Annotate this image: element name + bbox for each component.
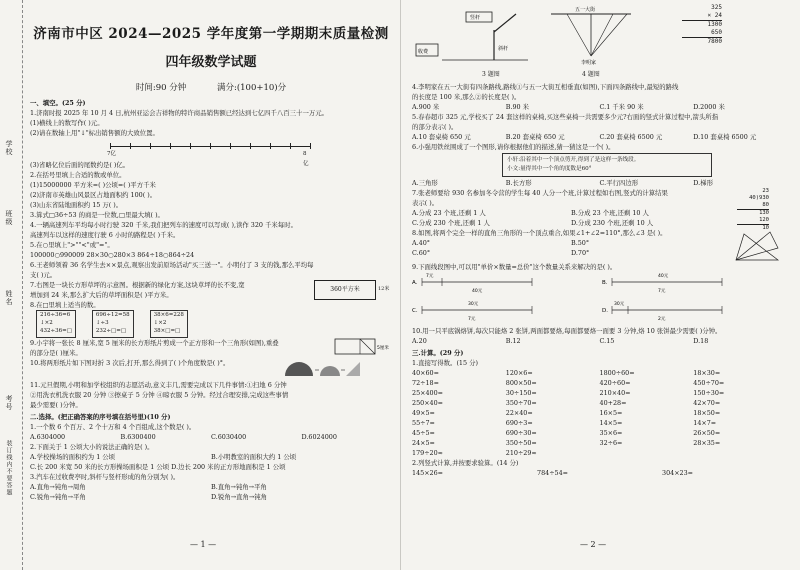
- c1-options: [30, 432, 392, 442]
- calc-item[interactable]: 690÷30=: [505, 429, 537, 437]
- seg-b-total: 40元: [658, 274, 669, 279]
- p2-q4-options: [412, 102, 787, 112]
- frame-2-mid: ↓÷3: [95, 320, 109, 326]
- q1: 1.济南时报 2025 年 10 月 4 日,杭州亚运会吉祥物的特许商品销售额已经达到七亿四千八百三十一万元。: [30, 109, 329, 117]
- calc-item[interactable]: 179÷20≈: [412, 449, 444, 457]
- calc-item[interactable]: 22×40=: [505, 409, 533, 417]
- seg-b-label: B.: [602, 280, 608, 286]
- number-line-left: 7亿: [107, 151, 116, 157]
- gutter-label-name: 姓名: [5, 290, 13, 306]
- calc-item[interactable]: 14×7=: [693, 419, 717, 427]
- c3-b[interactable]: B.直角→钝角→平角: [211, 483, 267, 491]
- vm-3: 1300: [707, 21, 722, 28]
- calc-row: [412, 388, 787, 398]
- calc-item[interactable]: [600, 448, 694, 458]
- calc-item[interactable]: 55÷7=: [412, 419, 435, 427]
- oral-calc-grid: [412, 368, 787, 458]
- p2-q8-options-ab: [412, 238, 730, 248]
- gate-label-booth: 收费: [418, 49, 429, 55]
- exam-time: 时间:90 分钟: [135, 83, 187, 93]
- dialog-line-2: 小文:量得其中一个角的度数是60°: [507, 166, 592, 172]
- p2-q5-b-opt[interactable]: B.20 套桌椅 650 元: [505, 133, 565, 141]
- frame-2: [92, 310, 134, 338]
- p2-q8-d[interactable]: D.70°: [571, 249, 590, 257]
- q7: 7.右图是一块长方形草坪的示意图。根据新的绿化方案,这块草坪的长不变,宽: [30, 281, 245, 289]
- vm-4: 650: [682, 29, 722, 38]
- section-fill: 一、填空。(25 分): [30, 99, 86, 107]
- exam-subtitle: 四年级数学试题: [165, 55, 257, 70]
- p2-q10-a[interactable]: A.20: [412, 337, 427, 345]
- segment-diagrams: [412, 272, 772, 326]
- q11-c: 最少需要( )分钟。: [30, 401, 82, 409]
- q5: 5.在○里填上">""<"或"="。: [30, 241, 114, 249]
- section-choice: 二.选择。(把正确答案的序号填在括号里)(10 分): [30, 413, 171, 421]
- exam-title: 济南市中区 2024—2025 学年度第一学期期末质量检测: [33, 26, 389, 42]
- seg-a-label: A.: [412, 280, 418, 286]
- ld-5: 120: [737, 217, 769, 225]
- p2-q5-options: [412, 132, 787, 142]
- vm-5: 7800: [707, 38, 722, 45]
- frame-2-bottom: 232÷□=□: [95, 328, 127, 334]
- q4-b: 高速列车以这样的速度行驶 6 小时的路程是( )千米。: [30, 231, 180, 239]
- calc-row: [412, 408, 787, 418]
- dialog-line-1: 小轩:沿着其中一个顶点剪开,得到了是这样一条线段。: [507, 157, 640, 163]
- c1-c[interactable]: C.6030400: [211, 433, 247, 441]
- calc-item[interactable]: 35×6=: [599, 429, 623, 437]
- calc-item[interactable]: 690÷3=: [505, 419, 533, 427]
- q2-2: (2)济南市英雄山风景区占地面积约 100( )。: [30, 191, 157, 199]
- c2-b[interactable]: B.小明教室的面积大约 1 公顷: [211, 453, 297, 461]
- calc-item[interactable]: 350÷50=: [505, 439, 537, 447]
- long-division: [737, 188, 769, 232]
- p2-q6-options: [412, 178, 787, 188]
- p2-q7-options-ab: [412, 208, 730, 218]
- p2-q10-options: [412, 336, 787, 346]
- p2-q8: 8.如图,将两个完全一样的直角三角形的一个顶点重合,如果∠1+∠2=110°,那么∠3 是( )。: [412, 229, 667, 237]
- calc-item[interactable]: 40×60=: [412, 369, 439, 377]
- fig3-caption: 3 题图: [482, 71, 500, 78]
- calc-item[interactable]: 210×40=: [599, 389, 631, 397]
- calc-item[interactable]: 1800÷60=: [599, 369, 635, 377]
- q7-q8-block: [412, 188, 787, 262]
- calc-item[interactable]: 30÷150=: [505, 389, 537, 397]
- vm-1: 325: [711, 4, 722, 11]
- c2: 2.下面关于 1 公顷大小的说法正确的是( )。: [30, 443, 154, 451]
- calc-item[interactable]: 250×40=: [412, 399, 444, 407]
- calc-item[interactable]: 18×30=: [693, 369, 721, 377]
- toll-gate-figure: [412, 4, 532, 66]
- ld-2: 40)930: [749, 195, 769, 201]
- p2-q4-b: 的长度是 100 米,那么②的长度是( )。: [412, 93, 521, 101]
- p2-q5-c[interactable]: C.20 套桌椅 6500 元: [599, 133, 663, 141]
- calc-item[interactable]: 72÷18=: [412, 379, 439, 387]
- dialog-box: [502, 153, 712, 177]
- c1-a[interactable]: A.6304000: [30, 433, 66, 441]
- p2-q7-b: 表示( )。: [412, 199, 439, 207]
- c2-options-cd[interactable]: C.长 200 米宽 50 米的长方形操场面积是 1 公顷 D.边长 200 米的正方形地面积是 1 公顷: [30, 463, 286, 471]
- exam-score: 满分:(100+10)分: [216, 83, 287, 93]
- calc-row: [412, 448, 787, 458]
- calc-row: [412, 428, 787, 438]
- c1: 1.一个数 6 个百万、2 个十万和 4 个百组成,这个数是( )。: [30, 423, 196, 431]
- p2-q8-c[interactable]: C.60°: [412, 249, 431, 257]
- calc-row: [412, 368, 787, 378]
- q1-3: (3)省略亿位后面的尾数约是( )亿。: [30, 161, 130, 169]
- c3-c[interactable]: C.锐角→钝角→平角: [30, 493, 86, 501]
- lawn-area: 360平方米: [330, 286, 360, 293]
- p2-q10-d[interactable]: D.18: [693, 337, 709, 345]
- c3-d[interactable]: D.锐角→直角→钝角: [211, 493, 267, 501]
- calc-item[interactable]: 49×5=: [412, 409, 435, 417]
- q4: 4.一辆高速列车平均每小时行驶 320 千米,我们把列车的速度可以写成( ),读作 320 千米每时。: [30, 221, 297, 229]
- ld-1: 23: [762, 188, 769, 194]
- calc-item[interactable]: 25×400=: [412, 389, 444, 397]
- triangles-figure: [734, 230, 784, 262]
- q2-1: (1)15000000 平方米=( )公顷=( )平方千米: [30, 181, 156, 189]
- frame-2-top: 696÷12=58: [95, 312, 130, 318]
- calc-item[interactable]: 16×5=: [599, 409, 623, 417]
- calc-item[interactable]: 32÷6=: [599, 439, 623, 447]
- vertical-calc-row: [412, 468, 787, 478]
- p2-q4: 4.李明家在五一大街有四条路线,路线①与五一大街互相垂直(如图),下面四条路线中,最短的路线: [412, 83, 679, 91]
- p2-q8-options-cd: [412, 248, 730, 258]
- route-label-home: 李明家: [581, 60, 597, 66]
- vc-3[interactable]: 304×23=: [662, 469, 694, 477]
- q2-3: (3)山东省陆地面积约 15 万( )。: [30, 201, 123, 209]
- p2-q6-a[interactable]: A.三角形: [412, 179, 438, 187]
- fold-figure: [280, 358, 380, 378]
- calc-item[interactable]: 120×6=: [505, 369, 533, 377]
- exam-meta: [30, 80, 392, 96]
- q2: 2.在括号里填上合适的数或单位。: [30, 171, 126, 179]
- p2-q4-d[interactable]: D.2000 米: [693, 103, 725, 111]
- page-1-number: — 1 —: [190, 540, 217, 549]
- p2-q6-c[interactable]: C.平行四边形: [599, 179, 639, 187]
- c3-a[interactable]: A.直角→钝角→周角: [30, 483, 86, 491]
- page-fold: [400, 0, 401, 570]
- seg-c-top: 30元: [468, 302, 479, 307]
- q11-b: ②用洗衣机洗衣服 20 分钟 ③擦桌子 5 分钟 ④晾衣服 5 分钟。经过合理安排,完成这些事情: [30, 391, 289, 399]
- c2-options-ab: [30, 452, 392, 462]
- frame-3-mid: ↓×2: [153, 320, 167, 326]
- q6: 6.王老师领着 36 名学生去××景点,观察出发前原场活动"买三送一"。小明付了 3 支的钱,那么平均每: [30, 261, 314, 269]
- seg-c-label: C.: [412, 308, 418, 314]
- p2-q5-d[interactable]: D.10 套桌椅 6500 元: [693, 133, 757, 141]
- vm-2: × 24: [682, 12, 722, 21]
- calc-row: [412, 378, 787, 388]
- calc-row: [412, 398, 787, 408]
- calc-item[interactable]: 350÷70=: [505, 399, 537, 407]
- calc-item[interactable]: 45÷5=: [412, 429, 435, 437]
- seg-d-top: 30元: [614, 302, 625, 307]
- p2-q5: 5.春春超市 325 元,学校买了 24 套这样的桌椅,买这些桌椅一共需要多少元?右面的竖式计算过程中,箭头所指: [412, 113, 719, 121]
- seg-b[interactable]: [602, 272, 722, 294]
- q7-b: 增加到 24 米,那么扩大后的草坪面积是( )平方米。: [30, 291, 173, 299]
- vertical-multiply: [682, 4, 722, 46]
- calc-item[interactable]: 40+28=: [599, 399, 627, 407]
- calc-item[interactable]: 42×70=: [693, 399, 721, 407]
- c3: 3.汽车在过收费亭时,斜杆与竖杆形成的角分别为( )。: [30, 473, 180, 481]
- calc-item[interactable]: 14×5=: [599, 419, 623, 427]
- frame-3: [150, 310, 188, 338]
- q5-items: 100000○990009 28×30○280×3 864÷18○864÷24: [30, 251, 195, 259]
- p2-q8-b[interactable]: B.50°: [571, 239, 590, 247]
- p2-q8-a[interactable]: A.40°: [412, 239, 430, 247]
- calc-item[interactable]: 420÷60=: [599, 379, 631, 387]
- q7-block: [30, 280, 392, 300]
- vc-1[interactable]: 145×26=: [412, 469, 444, 477]
- cut-label: 5厘米: [377, 346, 389, 351]
- section-calc: 三.计算。(29 分): [412, 349, 464, 357]
- gutter-label-id: 考号: [5, 395, 13, 411]
- p2-q6-d[interactable]: D.梯形: [693, 179, 713, 187]
- p2-q7-c[interactable]: C.分成 230 个班,还剩 1 人: [412, 219, 490, 227]
- frame-1-top: 216÷36=6: [40, 312, 71, 318]
- c2-a[interactable]: A.学校操场的面积约为 1 公顷: [30, 453, 116, 461]
- calc-row: [412, 418, 787, 428]
- calc-2-title: 2.列竖式计算,并按要求验算。(14 分): [412, 459, 519, 467]
- q9: 9.小宇将一张长 8 厘米,宽 5 厘米的长方形纸片剪成一个正方形和一个三角形(如图),重叠: [30, 339, 279, 347]
- route-label-street: 五一大街: [575, 7, 596, 13]
- ld-6: 10: [762, 225, 769, 231]
- p2-q7-a[interactable]: A.分成 23 个班,还剩 1 人: [412, 209, 486, 217]
- binding-gutter: [0, 0, 23, 570]
- calc-item[interactable]: 18×50=: [693, 409, 721, 417]
- p2-q7-b-opt[interactable]: B.分成 23 个班,还剩 10 人: [571, 209, 649, 217]
- seg-d-label: D.: [602, 308, 608, 314]
- ld-3: 80: [737, 202, 769, 210]
- q1-2: (2)请在数轴上用"↓"标出销售额的大致位置。: [30, 129, 159, 137]
- calc-item[interactable]: 800×50=: [505, 379, 537, 387]
- calc-item[interactable]: 450÷70=: [693, 379, 725, 387]
- p2-q6: 6.小强用铁丝围成了一个图形,请你根据他们的描述,猜一猜这是一个( )。: [412, 143, 615, 151]
- calc-item[interactable]: 150÷30=: [693, 389, 725, 397]
- p2-q4-a[interactable]: A.900 米: [412, 103, 440, 111]
- vc-2[interactable]: 784÷54=: [537, 469, 569, 477]
- number-line-right: 8亿: [303, 151, 309, 167]
- p2-q10-c[interactable]: C.15: [599, 337, 615, 345]
- cut-figure: [334, 338, 389, 356]
- q9-block: [30, 338, 392, 358]
- gutter-seal-note: 装订线内不要答题: [5, 440, 12, 496]
- seg-c[interactable]: [412, 300, 532, 322]
- calc-item[interactable]: 24×5=: [412, 439, 435, 447]
- page-2: [412, 4, 787, 478]
- seg-b-price: 7元: [658, 289, 666, 294]
- seg-a-total: 40元: [472, 289, 483, 294]
- frame-1-mid: ↓×2: [40, 320, 53, 326]
- gate-label-arm: 斜杆: [498, 46, 509, 52]
- c3-options-ab: [30, 482, 392, 492]
- fig4-caption: 4 题图: [582, 71, 600, 78]
- frame-3-top: 38×6=228: [153, 312, 184, 318]
- q1-1: (1)横线上的数写作( )元。: [30, 119, 104, 127]
- c1-b[interactable]: B.6300400: [120, 433, 156, 441]
- gutter-label-class: 班级: [5, 210, 13, 226]
- calc-row: [412, 438, 787, 448]
- seg-a-price: 7元: [426, 274, 434, 279]
- page-1: [30, 20, 392, 502]
- seg-d[interactable]: [602, 300, 722, 322]
- q6-b: 支( )元。: [30, 271, 57, 279]
- q8-frames: [36, 310, 392, 338]
- route-figure: [547, 4, 637, 66]
- c3-options-cd: [30, 492, 392, 502]
- p2-q7-d[interactable]: D.分成 230 个班,还剩 10 人: [571, 219, 654, 227]
- seg-c-bottom: 7元: [468, 317, 476, 322]
- calc-item[interactable]: [693, 448, 787, 458]
- p2-q10-b[interactable]: B.12: [505, 337, 521, 345]
- p2-q4-b-opt[interactable]: B.90 米: [505, 103, 530, 111]
- seg-d-bottom: 2元: [658, 317, 666, 322]
- top-figures: [412, 4, 787, 82]
- p2-q10: 10.用一只平底锅烙饼,每次只能烙 2 张饼,两面都要烙,每面都要烙一面要 3 分钟,烙 10 张饼最少需要( )分钟。: [412, 327, 722, 335]
- p2-q5-a[interactable]: A.10 套桌椅 650 元: [412, 133, 471, 141]
- seg-a[interactable]: [412, 272, 532, 294]
- q10: 10.将两形纸片如下图对折 3 次后,打开,那么得到了( )个角度数是( )°。: [30, 359, 230, 367]
- p2-q7: 7.张老师要给 930 名参加冬令营的学生每 40 人分一个班,计算过程如右图,竖式的计算结果: [412, 189, 668, 197]
- calc-item[interactable]: 26×50=: [693, 429, 721, 437]
- frame-1-bottom: 432÷36=□: [40, 328, 72, 334]
- p2-q5-b: 的部分表示( )。: [412, 123, 458, 131]
- q3: 3.算式□36÷53 的商是一位数,□里最大填( )。: [30, 211, 164, 219]
- p2-q7-options-cd: [412, 218, 730, 228]
- q11: 11.元旦假期,小明和加学校组织的志愿活动,意义丰几,需要完成以下几件事情:①扫地 6 分钟: [30, 381, 287, 389]
- p2-q6-b[interactable]: B.长方形: [505, 179, 532, 187]
- p2-q9: 9.下面线段图中,可以用"单价×数量=总价"这个数量关系来解决的是( )。: [412, 263, 617, 271]
- gutter-label-school: 学校: [5, 140, 13, 156]
- q10-block: [30, 358, 392, 380]
- frame-3-bottom: 38×□=□: [153, 328, 181, 334]
- number-line: [107, 140, 310, 167]
- lawn-side: 12米: [378, 286, 390, 292]
- ld-4: 130: [759, 210, 769, 216]
- frame-1: [36, 310, 76, 338]
- calc-1-title: 1.直接写得数。(15 分): [412, 359, 478, 367]
- q8: 8.在□里填上适当的数。: [30, 301, 100, 309]
- c1-d[interactable]: D.6024000: [301, 433, 337, 441]
- p2-q4-c[interactable]: C.1 千米 90 米: [599, 103, 644, 111]
- q9-b: 的部分是( )厘米。: [30, 349, 82, 357]
- calc-item[interactable]: 28×35=: [693, 439, 721, 447]
- calc-item[interactable]: 210÷29≈: [505, 449, 537, 457]
- page-2-number: — 2 —: [580, 540, 607, 549]
- lawn-figure: [314, 280, 376, 300]
- gate-label-sign: 竖杆: [470, 15, 481, 21]
